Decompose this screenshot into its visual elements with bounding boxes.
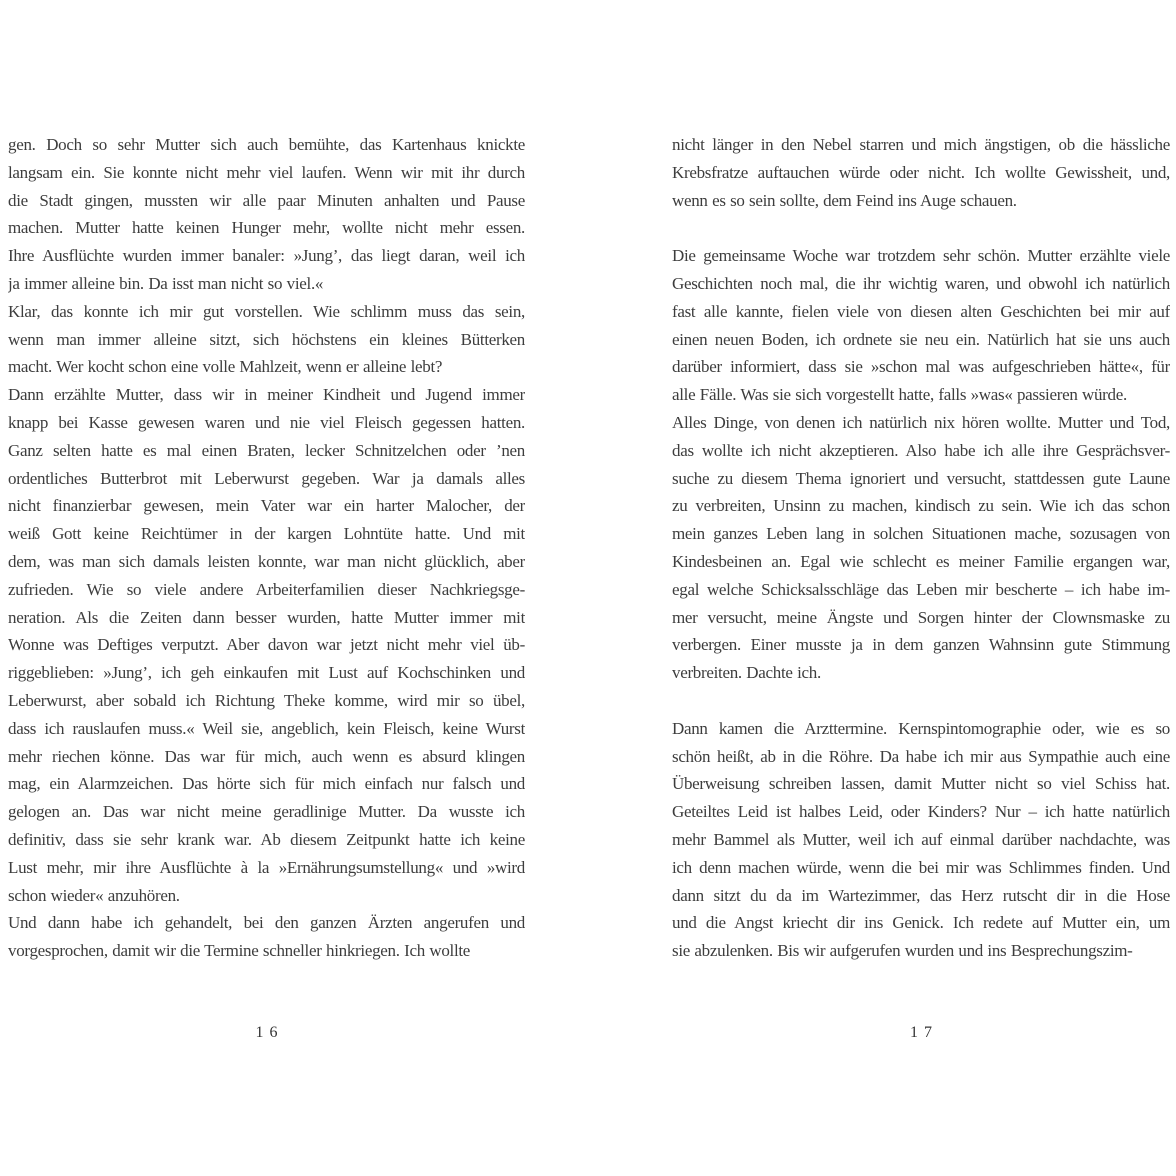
- text-line: neration. Als die Zeiten dann besser wurden, hatte Mutter immer mit: [8, 607, 525, 627]
- text-line: suche zu diesem Thema ignoriert und versucht, stattdessen gute Laune: [672, 468, 1170, 488]
- text-line: egal welche Schicksalsschläge das Leben mir bescherte – ich habe im-: [672, 579, 1170, 599]
- text-line: verbergen. Einer musste ja in dem ganzen Wahnsinn gute Stimmung: [672, 635, 1170, 655]
- text-line: Dann erzählte Mutter, dass wir in meiner Kindheit und Jugend immer: [8, 385, 525, 405]
- text-line: dann sitzt du da im Wartezimmer, das Herz rutscht dir in die Hose: [672, 885, 1170, 905]
- text-line: Klar, das konnte ich mir gut vorstellen. Wie schlimm muss das sein,: [8, 301, 525, 321]
- text-line: mag, ein Alarmzeichen. Das hörte sich für mich einfach nur falsch und: [8, 774, 525, 794]
- text-line: definitiv, dass sie sehr krank war. Ab diesem Zeitpunkt hatte ich keine: [8, 829, 525, 849]
- text-line: Geschichten noch mal, die ihr wichtig waren, und obwohl ich natürlich: [672, 273, 1170, 293]
- text-line: Ihre Ausflüchte wurden immer banaler: »Jung’, das liegt daran, weil ich: [8, 246, 525, 266]
- text-line: ordentliches Butterbrot mit Leberwurst gegeben. War ja damals alles: [8, 468, 525, 488]
- text-line: gen. Doch so sehr Mutter sich auch bemühte, das Kartenhaus knickte: [8, 135, 525, 154]
- text-line: Und dann habe ich gehandelt, bei den ganzen Ärzten angerufen und: [8, 913, 525, 933]
- text-line: Ganz selten hatte es mal einen Braten, lecker Schnitzelchen oder ’nen: [8, 440, 525, 460]
- text-line: Geteiltes Leid ist halbes Leid, oder Kinders? Nur – ich hatte natürlich: [672, 802, 1170, 822]
- text-line: schon wieder« anzuhören.: [8, 885, 180, 905]
- text-line: Dann kamen die Arzttermine. Kernspintomographie oder, wie es so: [672, 718, 1170, 738]
- text-line: Wonne was Deftiges verputzt. Aber davon war jetzt nicht mehr viel üb-: [8, 635, 525, 655]
- text-line: das wollte ich nicht akzeptieren. Also habe ich alle ihre Gesprächsver-: [672, 440, 1170, 460]
- text-line: dem, was man sich damals leisten konnte, war man nicht glücklich, aber: [8, 551, 525, 571]
- text-line: nicht finanzierbar gewesen, mein Vater war ein harter Malocher, der: [8, 496, 525, 516]
- text-line: Krebsfratze auftauchen würde oder nicht. Ich wollte Gewissheit, und,: [672, 162, 1170, 182]
- text-line: mehr Bammel als Mutter, weil ich auf einmal darüber nachdachte, was: [672, 829, 1170, 849]
- text-line: dass ich rauslaufen muss.« Weil sie, angeblich, kein Fleisch, keine Wurst: [8, 718, 525, 738]
- text-line: Leberwurst, aber sobald ich Richtung Theke komme, wird mir so übel,: [8, 690, 525, 710]
- text-line: Überweisung schreiben lassen, damit Mutter nicht so viel Schiss hat.: [672, 774, 1170, 794]
- text-line: zu verbreiten, Unsinn zu machen, kindisch zu sein. Wie ich das schon: [672, 496, 1170, 516]
- text-line: machen. Mutter hatte keinen Hunger mehr, wollte nicht mehr essen.: [8, 218, 525, 238]
- text-line: Die gemeinsame Woche war trotzdem sehr schön. Mutter erzählte viele: [672, 246, 1170, 266]
- text-line: wenn es so sein sollte, dem Feind ins Auge schauen.: [672, 190, 1017, 210]
- text-line: ja immer alleine bin. Da isst man nicht so viel.«: [8, 273, 324, 293]
- text-line: mein ganzes Leben lang in solchen Situationen mache, sozusagen von: [672, 524, 1170, 544]
- text-line: verbreiten. Dachte ich.: [672, 663, 821, 683]
- right-page-text: [672, 131, 1170, 965]
- text-line: ich denn machen würde, wenn die bei mir was Schlimmes finden. Und: [672, 857, 1170, 877]
- text-line: darüber informiert, dass sie »schon mal was aufgeschrieben hätte«, für: [672, 357, 1170, 377]
- text-line: Lust mehr, mir ihre Ausflüchte à la »Ernährungsumstellung« und »wird: [8, 857, 525, 877]
- left-page-number: 16: [255, 1024, 284, 1041]
- text-line: gelogen an. Das war nicht meine geradlinige Mutter. Da wusste ich: [8, 802, 525, 822]
- text-line: Alles Dinge, von denen ich natürlich nix hören wollte. Mutter und Tod,: [672, 412, 1170, 432]
- text-line: langsam ein. Sie konnte nicht mehr viel laufen. Wenn wir mit ihr durch: [8, 162, 525, 182]
- text-line: und die Angst kriecht dir ins Genick. Ich redete auf Mutter ein, um: [672, 913, 1170, 933]
- text-line: vorgesprochen, damit wir die Termine schneller hinkriegen. Ich wollte: [8, 941, 471, 961]
- text-line: Kindesbeinen an. Egal wie schlecht es meiner Familie ergangen war,: [672, 551, 1170, 571]
- text-line: mehr riechen könne. Das war für mich, auch wenn es absurd klingen: [8, 746, 525, 766]
- text-line: die Stadt gingen, mussten wir alle paar Minuten anhalten und Pause: [8, 190, 525, 210]
- text-line: schön heißt, ab in die Röhre. Da habe ich mir aus Sympathie auch eine: [672, 746, 1170, 766]
- text-line: einen neuen Boden, ich ordnete sie neu ein. Natürlich hat sie uns auch: [672, 329, 1170, 349]
- right-page-number: 17: [910, 1024, 938, 1041]
- text-line: sie abzulenken. Bis wir aufgerufen wurden und ins Besprechungszim-: [672, 941, 1133, 961]
- text-line: nicht länger in den Nebel starren und mich ängstigen, ob die hässliche: [672, 135, 1170, 154]
- text-line: zufrieden. Wie so viele andere Arbeiterfamilien dieser Nachkriegsge-: [8, 579, 525, 599]
- text-line: fast alle kannte, fielen viele von diesen alten Geschichten bei mir auf: [672, 301, 1170, 321]
- text-line: macht. Wer kocht schon eine volle Mahlzeit, wenn er alleine lebt?: [8, 357, 443, 377]
- text-line: wenn man immer alleine sitzt, sich höchstens ein kleines Bütterken: [8, 329, 525, 349]
- text-line: riggeblieben: »Jung’, ich geh einkaufen mit Lust auf Kochschinken und: [8, 663, 525, 683]
- left-page-text: [8, 131, 525, 965]
- text-line: mer versucht, meine Ängste und Sorgen hinter der Clownsmaske zu: [672, 607, 1170, 627]
- text-line: weiß Gott keine Reichtümer in der kargen Lohntüte hatte. Und mit: [8, 524, 525, 544]
- text-line: knapp bei Kasse gewesen waren und nie viel Fleisch gegessen hatten.: [8, 412, 525, 432]
- text-line: alle Fälle. Was sie sich vorgestellt hatte, falls »was« passieren würde.: [672, 385, 1127, 405]
